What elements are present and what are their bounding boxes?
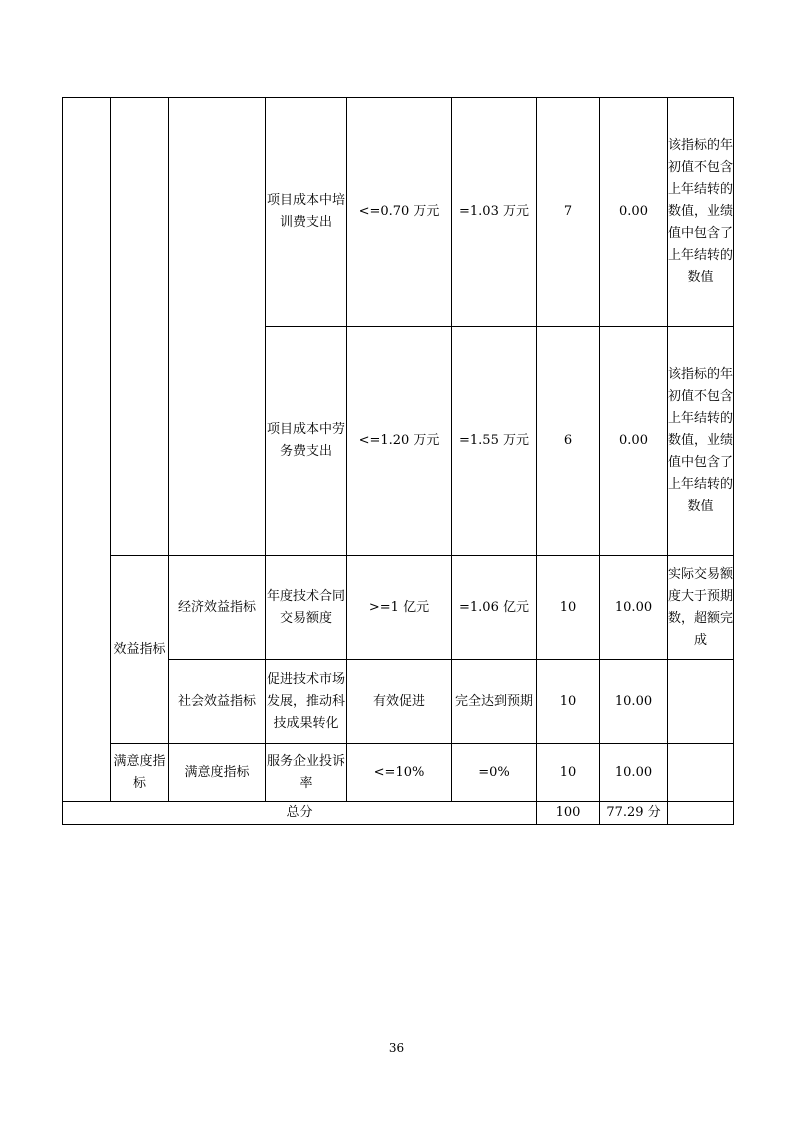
table-row bbox=[63, 98, 734, 327]
score-cell: 10.00 bbox=[600, 556, 668, 660]
level1-cell: 满意度指标 bbox=[111, 744, 169, 802]
total-row bbox=[63, 802, 734, 825]
note-cell bbox=[668, 660, 734, 744]
actual-cell: =1.03 万元 bbox=[452, 98, 537, 327]
level2-cell: 满意度指标 bbox=[169, 744, 266, 802]
total-label: 总分 bbox=[63, 802, 537, 825]
indicator-cell: 服务企业投诉率 bbox=[266, 744, 347, 802]
level1-cell: 效益指标 bbox=[111, 556, 169, 744]
score-cell: 10.00 bbox=[600, 660, 668, 744]
weight-cell: 10 bbox=[537, 556, 600, 660]
level1-cell bbox=[111, 98, 169, 556]
actual-cell: 完全达到预期 bbox=[452, 660, 537, 744]
level0-cell bbox=[63, 98, 111, 802]
target-cell: <=10% bbox=[347, 744, 452, 802]
target-cell: <=0.70 万元 bbox=[347, 98, 452, 327]
weight-cell: 10 bbox=[537, 744, 600, 802]
note-cell bbox=[668, 744, 734, 802]
page-number: 36 bbox=[388, 1041, 405, 1055]
total-score: 77.29 分 bbox=[600, 802, 668, 825]
note-cell: 该指标的年初值不包含上年结转的数值，业绩值中包含了上年结转的数值 bbox=[668, 327, 734, 556]
table-row bbox=[63, 744, 734, 802]
indicator-cell: 项目成本中劳务费支出 bbox=[266, 327, 347, 556]
table-row bbox=[63, 556, 734, 660]
indicator-cell: 促进技术市场发展，推动科技成果转化 bbox=[266, 660, 347, 744]
level2-cell bbox=[169, 98, 266, 556]
performance-table bbox=[62, 97, 734, 825]
weight-cell: 6 bbox=[537, 327, 600, 556]
score-cell: 0.00 bbox=[600, 98, 668, 327]
note-cell: 实际交易额度大于预期数，超额完成 bbox=[668, 556, 734, 660]
weight-cell: 10 bbox=[537, 660, 600, 744]
indicator-cell: 年度技术合同交易额度 bbox=[266, 556, 347, 660]
target-cell: <=1.20 万元 bbox=[347, 327, 452, 556]
total-note bbox=[668, 802, 734, 825]
target-cell: 有效促进 bbox=[347, 660, 452, 744]
level2-cell: 社会效益指标 bbox=[169, 660, 266, 744]
level2-cell: 经济效益指标 bbox=[169, 556, 266, 660]
target-cell: >=1 亿元 bbox=[347, 556, 452, 660]
weight-cell: 7 bbox=[537, 98, 600, 327]
indicator-cell: 项目成本中培训费支出 bbox=[266, 98, 347, 327]
actual-cell: =0% bbox=[452, 744, 537, 802]
total-weight: 100 bbox=[537, 802, 600, 825]
actual-cell: =1.55 万元 bbox=[452, 327, 537, 556]
score-cell: 10.00 bbox=[600, 744, 668, 802]
actual-cell: =1.06 亿元 bbox=[452, 556, 537, 660]
score-cell: 0.00 bbox=[600, 327, 668, 556]
note-cell: 该指标的年初值不包含上年结转的数值，业绩值中包含了上年结转的数值 bbox=[668, 98, 734, 327]
